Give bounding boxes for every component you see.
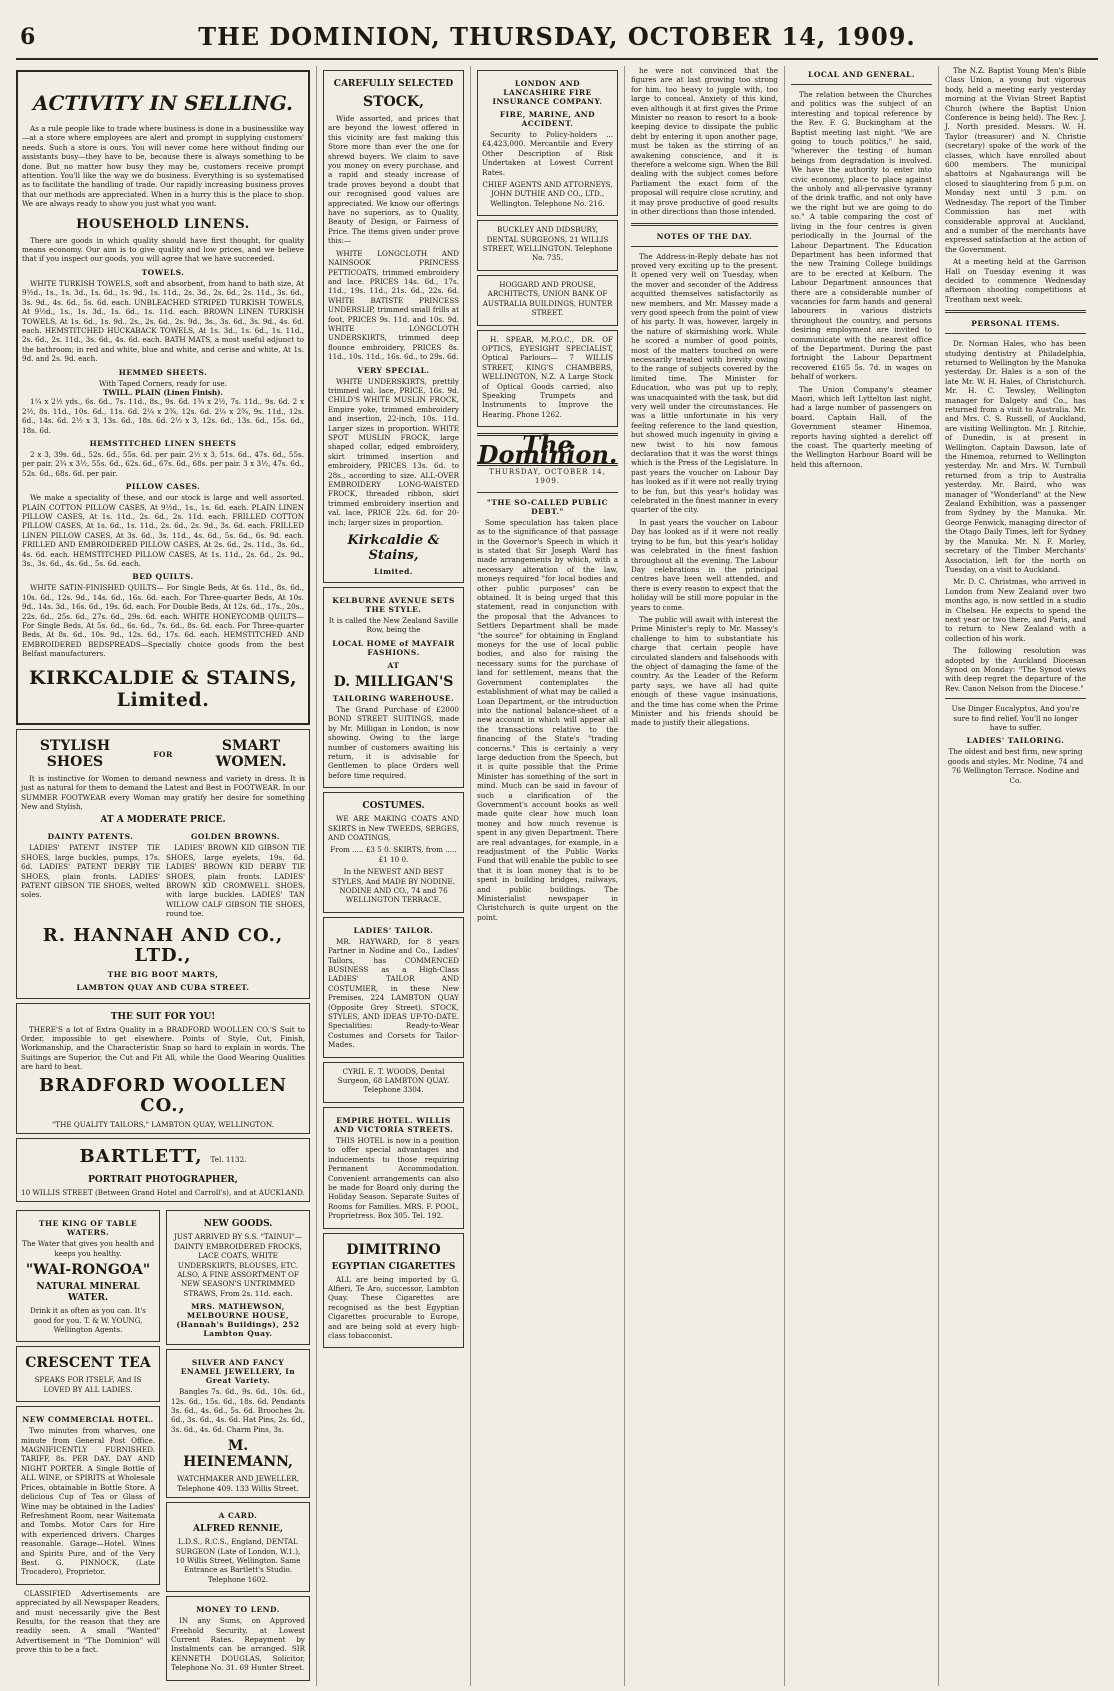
hannah-address: LAMBTON QUAY AND CUBA STREET. [76,982,250,992]
money-heading: MONEY TO LEND. [196,1605,280,1615]
egyptian-body: ALL are being imported by G. Alfieri, Te Aro, successor, Lambton Quay. These Cigarettes are recognised as the best Egyptian Cigarettes procurable to Europe, and are being sold at every high-class tobacconist. [328,1274,459,1340]
very-special-heading: VERY SPECIAL. [357,365,430,375]
notes-heading: NOTES OF THE DAY. [656,231,753,241]
table-waters-heading: THE KING OF TABLE WATERS. [38,1219,138,1238]
twill-plain-heading: TWILL. PLAIN (Linen Finish). [102,387,224,397]
leader-body: Some speculation has taken place as to the significance of that passage in the Governor's Speech in which it is stated that Sir Joseph Ward has made arrangements by which, with a necessary alteration of the law, moneys required "for local bodies and other public purposes" can be obtained. It is being urged that this statement, read in conjunction with the proposal that the Advances to Settlers Department shall be made "the source" for obtaining in England moneys for the use of local public bodies, and also for raising the necessary sums for the purchase of land for settlement, means that the Government contemplates the establishment of what may be called a Loan Department, or the introduction into the national balance-sheet of a new account in which will appear all the transactions relative to the financing of the State's "trading concerns." This is certainly a very large deduction from the Speech, but it is quite possible that the Prime Minister has something of the sort in mind. Much can be said in favour of such a clarification of the Government's account books as well made quite clear how much loan money and how much revenue is spent in any given Department. There are real advantages, for example, in a readjustment of the Public Works Fund that will enable the public to see that it is loan money that is to be spent in building bridges, railways, and public buildings. The Ministerialist newspaper in Christchurch is quite urgent on the point. [477,517,618,922]
money-body: IN any Sums, on Approved Freehold Security, at Lowest Current Rates. Repayment by Instalments can be arranged. SIR KENNETH DOUGLAS, Solicitor, Telephone No. 31. 69 Hunter Street. [171,1616,305,1673]
kelburne-body: It is called the New Zealand Saville Row, being the [328,616,459,635]
editorial-date: THURSDAY, OCTOBER 14, 1909. [489,467,606,486]
dainty-patents-list: LADIES' PATENT INSTEP TIE SHOES, large buckles, pumps, 17s. 6d. LADIES' PATENT DERBY TIE SHOES, plain fronts. LADIES' PATENT GIBSON TIE SHOES, welted soles. [21,843,160,900]
pillow-cases-list: We make a speciality of these, and our stock is large and well assorted. PLAIN COTTON PILLOW CASES, At 9½d., 1s., 1s. 6d. each. PLAIN LINEN PILLOW CASES, At 1s. 11d., 2s. 6d., 2s. 11d. each. FRILLED COTTON PILLOW CASES, At 1s. 6d., 1s. 11d., 2s. 6d., 2s. 9d., 3s. 6d. each. FRILLED LINEN PILLOW CASES, At 3s. 6d., 3s. 11d., 4s. 6d., 5s. 6d., 6s. 9d. each. FRILLED AND EMBROIDERED PILLOW CASES, At 2s. 6d., 2s. 11d., 3s. 6d., 4s. 6d. each. HEMSTITCHED PILLOW CASES, At 1s. 11d., 2s. 6d., 2s. 9d., 3s., 3s. 6d., 4s. 6d., 5s. 6d. each. [22,493,304,569]
page-number: 6 [20,24,36,50]
new-goods-heading: NEW GOODS. [203,1219,273,1230]
crescent-tea-sub: SPEAKS FOR ITSELF, And IS LOVED BY ALL LADIES. [34,1375,142,1394]
hemstitched-sheets-heading: HEMSTITCHED LINEN SHEETS [89,438,237,448]
insurance-sub: FIRE, MARINE, AND ACCIDENT. [499,110,596,128]
milligan-name: D. MILLIGAN'S [333,673,454,690]
leader-heading: "THE SO-CALLED PUBLIC DEBT." [486,497,609,516]
jewellery-body: Bangles 7s. 6d., 9s. 6d., 10s. 6d., 12s. 6d., 15s. 6d., 18s. 6d. Pendants 3s. 6d., 4s. 6d., 5s. 6d. Brooches 2s. 6d., 3s. 6d., 4s. 6d. Hat Pins, 2s. 6d., 3s. 6d., 4s. 6d. Charm Pins, 3s. [171,1387,305,1434]
tailoring-warehouse: TAILORING WAREHOUSE. [332,693,455,703]
natural-mineral-water: NATURAL MINERAL WATER. [36,1282,140,1304]
hoggard-body: HOGGARD AND PROUSE, ARCHITECTS, UNION BANK OF AUSTRALIA BUILDINGS, HUNTER STREET. [482,279,613,318]
very-special-items: WHITE UNDERSKIRTS, prettily trimmed val. lace, PRICE, 16s. 9d. CHILD'S WHITE MUSLIN FROCK, Empire yoke, trimmed embroidery and insertion, 22-inch, 10s. 11d. Larger sizes in proportion. WHITE SPOT MUSLIN FROCK, large shaped collar, edged embroidery, skirt trimmed insertion and embroidery, PRICES 13s. 6d. to 28s., according to size. ALL-OVER EMBROIDERY LONG-WAISTED FROCK, threaded ribbon, skirt trimmed embroidery insertion and val. lace, PRICE 22s. 6d. for 20-inch; larger sizes in proportion. [328,376,459,527]
column-6 [938,66,1092,1686]
hayward-advert [323,917,464,1058]
buckley-advert [477,220,618,271]
jewellery-heading: SILVER AND FANCY ENAMEL JEWELLERY, In Great Variety. [180,1358,296,1386]
public-await: The public will await with interest the Prime Minister's reply to Mr. Massey's challenge to him to substantiate his charge that certain people have circulated slanders and falsehoods with the object of damaging the fame of the country. As the Leader of the Reform party says, we have all had quite enough of these vague insinuations, and the time has come when the Prime Minister and his friends should be made to justify their allegations. [631,614,778,728]
stylish-body: It is instinctive for Women to demand newness and variety in dress. It is just as natural for them to demand the Latest and Best in FOOTWEAR. In our SUMMER FOOTWEAR every Woman may gratify her desire for something New and Stylish, [21,773,305,811]
column-3 [470,66,624,1686]
newspaper-title: THE DOMINION, THURSDAY, OCTOBER 14, 1909. [198,22,916,51]
hannah-advert [16,729,310,999]
money-advert [166,1596,310,1680]
ladies-tailoring-heading: LADIES' TAILORING. [966,736,1065,746]
carefully-selected-advert [323,70,464,583]
heinemann-name: M. HEINEMANN, [183,1438,293,1471]
bartlett-telephone: Tel. 1132. [210,1155,247,1164]
insurance-advert [477,70,618,216]
crescent-tea-advert [16,1346,160,1402]
stock-body: Wide assorted, and prices that are beyond the lowest offered in this vicinity are fast making this Store more than ever the one for shrewd buyers. We claim to save you money on every purchase, and a rapid and steady increase of trade proves beyond a doubt that our recognised good values are appreciated. We know our offerings have no superiors, as to Quality, Beauty of Design, or Fairness of Price. The items given under prove this:— [328,114,459,246]
mathewson: MRS. MATHEWSON, MELBOURNE HOUSE, (Hannah's Buildings), 252 Lambton Quay. [176,1302,300,1339]
labour-day: In past years the voucher on Labour Day has looked as if it were not really trying to be fun, but this year's holiday was celebrated in the finest fashion throughout all the evening. The Labour Day celebrations in the principal centres have been well attended, and there is every reason to expect that the holiday will be still more popular in the years to come. [631,517,778,612]
hemmed-sheets-sub: With Taped Corners, ready for use. [99,378,227,388]
columns [16,66,1098,1686]
card-heading: A CARD. [218,1511,258,1521]
new-goods-advert [166,1210,310,1345]
buckley-body: BUCKLEY AND DIDSBURY, DENTAL SURGEONS, 21 WILLIS STREET, WELLINGTON. Telephone No. 735. [482,225,613,263]
costumes-price: From ..... £3 5 0. SKIRTS, from ..... £1 10 0. [330,845,457,864]
carefully-selected-heading: CAREFULLY SELECTED [333,79,454,89]
bradford-name: BRADFORD WOOLLEN CO., [38,1074,288,1116]
kirkcaldie-firm-name: KIRKCALDIE & STAINS, Limited. [28,666,298,711]
costumes-inthe: In the NEWEST AND BEST STYLES, And MADE BY NODINE. NODINE AND CO., 74 and 76 WELLINGTON TERRACE. [331,867,456,905]
costumes-heading: COSTUMES. [362,801,425,812]
personal-items-heading: PERSONAL ITEMS. [971,319,1060,329]
kirkcaldie-limited: Limited. [374,567,413,577]
at-label: AT [387,660,400,670]
heinemann-advert [166,1349,310,1498]
spear-advert [477,330,618,428]
milligan-advert [323,587,464,788]
crescent-tea-title: CRESCENT TEA [25,1355,151,1372]
hayward-body: MR. HAYWARD, for 8 years Partner in Nodine and Co., Ladies' Tailors, has COMMENCED BUSINESS as a High-Class LADIES' TAILOR AND COSTUMIER, in these New Premises, 224 LAMBTON QUAY (Opposite Grey Street). STOCK, STYLES, AND IDEAS UP-TO-DATE. Specialities: Ready-to-Wear Costumes and Corsets for Tailor-Mades. [328,936,459,1050]
notes-body: The Address-in-Reply debate has not proved very exciting up to the present. It opened very well on Tuesday, when the mover and seconder of the Address acquitted themselves satisfactorily as new members, and Mr. Massey made a very good speech from the point of view of his party. It was, however, largely in the nature of skirmishing work. While he scored a number of good points, most of the matters touched on were necessarily treated with brevity owing to the range of subjects covered by the limited time. The Minister for Education, who was put up to reply, was unacquainted with the task, but did very well under the circumstances. He was a little unfortunate in his very feeling reference to the land question, but showed much ingenuity in giving a new twist to his now famous declaration that it was the worst things which is the Press of the Legislature. In past years the voucher on Labour Day has looked as if it were not really trying to be fun, but this year's holiday was celebrated in the finest manner in every quarter of the city. [631,251,778,515]
insurance-agents: CHIEF AGENTS AND ATTORNEYS, JOHN DUTHIE AND CO., LTD., Wellington. Telephone No. 216. [482,180,613,208]
synod-body: The following resolution was adopted by the Auckland Diocesan Synod on Monday: "The Synod views with deep regret the departure of the Rev. Canon Nelson from the Diocese." [945,646,1086,693]
hotel-heading: NEW COMMERCIAL HOTEL. [22,1415,154,1425]
bed-quilts-heading: BED QUILTS. [132,572,194,582]
masthead [16,18,1098,60]
personal-items-body: Dr. Norman Hales, who has been studying dentistry at Philadelphia, returned to Wellington by the Manuka yesterday. Dr. Hales is a son of the late Mr. W. H. Hales, of Christchurch. Mr. H. C. Tewsley, Wellington manager for Dalgety and Co., has returned from a visit to Australia. Mr. and Mrs. C. S. Russell, of Auckland, are visiting Wellington. Mr. J. Ritchie, of Dunedin, is at present in Wellington. Captain Dawson, late of the Hinemoa, returned to Wellington yesterday. Mr. and Mrs. W. Turnbull returned from a trip to Australia yesterday. Mr. Baird, who was manager of "Wonderland" at the New Zealand Exhibition, was a passenger from Sydney by the Manuka. Mr. George Fenwick, managing director of the Otago Daily Times, left for Sydney by the Manuka. Mr. N. F. Morley, secretary of the Timber Merchants' Association, left for the north on Tuesday, on a visit to Auckland. [945,339,1086,574]
ladies-tailor-heading: LADIES' TAILOR. [353,925,434,935]
new-goods-body: JUST ARRIVED BY S.S. "TAINUI"— DAINTY EMBROIDERED FROCKS, LACE COATS, WHITE UNDERSKIRTS, BLOUSES, ETC. ALSO, A FINE ASSORTMENT OF NEW SEASON'S UNTRIMMED STRAWS, From 2s. 11d. each. [173,1232,303,1298]
sheets-list: 1¼ x 2½ yds., 6s. 6d., 7s. 11d., 8s., 9s. 6d. 1¾ x 2½, 7s. 11d., 9s. 6d. 2 x 2½, 8s. 11d., 10s. 6d., 11s. 6d. 2¼ x 2¾, 12s. 6d. 2¼ x 2¾, 9s. 11d., 12s. 6d., 14s. 6d. 2½ x 3, 13s. 6d., 18s. 6d. 2½ x 3, 12s. 6d., 13s. 6d., 15s. 6d., 18s. 6d. [22,397,304,435]
stylish-for: FOR [153,750,173,760]
wai-footer: Drink it as often as you can. It's good for you. T. & W. YOUNG, Wellington Agents. [29,1306,146,1335]
household-linens-heading: HOUSEHOLD LINENS. [76,216,250,232]
card-body: L.D.S., R.C.S., England, DENTAL SURGEON (Late of London, W.1.), 10 Willis Street, Wellington. Same Entrance as Bartlett's Studio. Telephone 1602. [175,1537,301,1584]
suit-body: THERE'S a lot of Extra Quality in a BRADFORD WOOLLEN CO.'S Suit to Order, impossible to get elsewhere. Points of Style, Cut, Finish, Workmanship, and the Characteristic Snap so hard to explain in words. The Suitings are Superior, the Cut and Fit All, while the Good Wearing Qualities are hard to beat. [21,1024,305,1072]
wai-intro: The Water that gives you health and keeps you healthy. [21,1239,155,1258]
hemmed-sheets-heading: HEMMED SHEETS. [118,367,208,377]
baptist-body: The N.Z. Baptist Young Men's Bible Class Union, a young but vigorous body, held a meeting early yesterday morning at the Vivian Street Baptist Church (where the Baptist Union Conference is being held). The Rev. J. J. North presided. Messrs. W. H. Taylor (treasurer) and N. Christie (secretary) spoke of the work of the classes, which have enrolled about 600 members. The municipal abattoirs at Ngahauranga will be closed to slaughtering from 5 p.m. on Monday next until 3 p.m. on Wednesday. The report of the Timber Commission has met with considerable approval at Auckland, and a number of the merchants have expressed satisfaction at the action of the Government. [945,66,1086,254]
bed-quilts-list: WHITE SATIN-FINISHED QUILTS— For Single Beds, At 6s. 11d., 8s. 6d., 10s. 6d., 12s. 9d., 14s. 6d., 16s. 6d. each. For Three-quarter Beds, At 10s. 9d., 14s. 3d., 16s. 6d., 19s. 6d. each. For Double Beds, At 12s. 6d., 17s., 20s., 22s. 6d., 25s. 6d., 27s. 6d., 29s. 6d. each. WHITE HONEYCOMB QUILTS— For Single Beds, At 5s. 6d., 6s. 6d., 7s. 6d., 8s. 6d. each. For Three-quarter Beds, At 8s. 6d., 10s. 9d., 12s. 6d., 17s. 6d. each. HEMSTITCHED AND EMBROIDERED BEDSPREADS—Specially choice goods from the best Belfast manufacturers. [22,583,304,659]
wai-rongoa-title: "WAI-RONGOA" [25,1262,151,1279]
bartlett-advert [16,1138,310,1202]
heinemann-sub: WATCHMAKER AND JEWELLER, Telephone 409. 133 Willis Street. [176,1474,300,1493]
woods-advert [323,1062,464,1103]
pillow-cases-heading: PILLOW CASES. [125,482,201,492]
local-general-heading: LOCAL AND GENERAL. [808,70,915,79]
milligan-body: The Grand Purchase of £2000 BOND STREET SUITINGS, made by Mr. Milligan in London, is now showing. Owing to the large number of customers awaiting his return, it is advisable for Gentlemen to place Orders well before time required. [328,704,459,780]
activity-headline: ACTIVITY IN SELLING. [32,91,294,115]
classified-notice: CLASSIFIED Advertisements are appreciated by all Newspaper Readers, and must necessarily give the Best Results, for the reason that they are readily seen. A small "Wanted" Advertisement in "The Dominion" will prove this to be a fact. [16,1588,160,1655]
dimitrino-advert [323,1233,464,1349]
towels-list: WHITE TURKISH TOWELS, soft and absorbent, from hand to bath size, At 9½d., 1s., 1s. 3d., 1s. 6d., 1s. 9d., 1s. 11d., 2s. 3d., 2s. 6d., 2s. 11d., 3s. 6d., 3s. 9d., 4s. 6d., 5s. 6d. each. UNBLEACHED STRIPED TURKISH TOWELS, At 9½d., 1s., 1s. 3d., 1s. 6d., 1s. 11d. each. BROWN LINEN TURKISH TOWELS, At 1s. 6d., 1s. 9d., 2s., 2s. 6d., 2s. 9d., 3s., 3s. 6d., 3s. 9d., 4s. 6d. each. HEMSTITCHED HUCKABACK TOWELS, At 1s. 3d., 1s. 6d., 1s. 11d., 2s. 6d., 2s. 11d., 3s. 6d., 4s. 6d. each. BATH MATS, a most useful adjunct to the bathroom; in red and white, blue and white, and cerise and white, At 1s. 9d. and 2s. 9d. each. [22,278,304,364]
leader-continued: he were not convinced that the figures are at last growing too strong for him, too heavy to juggle with, too large to conceal. Anxiety of this kind, even although it at first gives the Prime Minister no reason to resort to a book-keeping device to dissipate the public debt by entering it upon another page, must be taken as the stirring of an awakening conscience, and it is therefore a welcome sign. When the Bill dealing with the subject comes before Parliament the exact form of the proposal will require close scrutiny, and it may prove productive of good results in other directions than those intended. [631,66,778,217]
christmas-body: Mr. D. C. Christmas, who arrived in London from New Zealand over two months ago, is now settled in a studio in Chelsea. He expects to spend the next year or two there, and Paris, and to return to New Zealand with a collection of his work. [945,577,1086,643]
kelburne-heading: KELBURNE AVENUE SETS THE STYLE. [332,596,455,615]
ladies-tailoring-body: The oldest and best firm, new spring goods and styles. Mr. Nodine, 74 and 76 Wellington Terrace. Nodine and Co. [947,747,1084,785]
kirkcaldie-stains-name: Kirkcaldie & Stains, [347,533,440,564]
moderate-price: AT A MODERATE PRICE. [100,815,226,826]
activity-intro: As a rule people like to trade where business is done in a businesslike way—at a store where employees are alert and prompt in supplying customers' needs. Such a store is ours. You will never come here without finding our assistants busy—they have to be, because there is always something to be done. But no matter how busy they may be, customers receive prompt attention. You'll like the way we do business. Everything is so systematised as to facilitate the handling of trade. Our rapidly increasing business proves that our methods are appreciated. When in a hurry this is the place to shop. We are always ready to show you just what you want. [22,124,304,209]
stock-heading: STOCK, [363,94,424,110]
dominion-nameplate: The Dominion. [477,430,618,469]
smart-women-title: SMART WOMEN. [215,737,287,770]
hoggard-advert [477,275,618,326]
egyptian-cigarettes: EGYPTIAN CIGARETTES [331,1261,456,1272]
spear-body: H. SPEAR, M.P.O.C., DR. OF OPTICS, EYESIGHT SPECIALIST, Optical Parlours— 7 WILLIS STREET, KING'S CHAMBERS, WELLINGTON, N.Z. A Large Stock of Optical Goods carried, also Speaking Trumpets and Instruments to Improve the Hearing. Phone 1262. [482,334,613,419]
bartlett-address: 10 WILLIS STREET (Between Grand Hotel and Carroll's), and at AUCKLAND. [21,1188,305,1197]
bradford-sub: "THE QUALITY TAILORS," LAMBTON QUAY, WELLINGTON. [51,1119,275,1129]
garrison-body: At a meeting held at the Garrison Hall on Tuesday evening it was decided to commence Wednesday afternoon shooting competitions at Trentham next week. [945,257,1086,304]
insurance-body: Security to Policy-holders ... £4,423,000. Mercantile and Every Other Description of Risk Undertaken at Lowest Current Rates. [482,130,613,177]
bartlett-sub: PORTRAIT PHOTOGRAPHER, [88,1175,238,1185]
costumes-body: WE ARE MAKING COATS AND SKIRTS in New TWEEDS, SERGES, AND COATINGS, [328,814,459,842]
local-general-body: The relation between the Churches and politics was the subject of an interesting and topical reference by the Rev. F. G. Buckingham at the Baptist meeting last night. "We are going to touch politics," he said, "wherever the testing of human beings from degradation is involved. We have the authority to enter into civic economy, place to place against the unholy and all-pervasive tyranny of the drink traffic, and not only have we the right but we are going to do so." A table comparing the cost of living in the four centres is given periodically in the Journal of the Labour Department. The Education Department has been informed that the new Training College buildings are to be erected at Kelburn. The Labour Department announces that there are a considerable number of vacancies for farm hands and general labourers in various districts throughout the country, and persons desiring employment are invited to communicate with the nearest office of the Department. During the past fortnight the Labour Department recovered £165 5s. 7d. in wages on behalf of workers. [791,90,932,382]
woods-body: CYRIL E. T. WOODS, Dental Surgeon, 68 LAMBTON QUAY. Telephone 3304. [337,1066,450,1095]
stock-items: WHITE LONGCLOTH AND NAINSOOK PRINCESS PETTICOATS, trimmed embroidery and lace. PRICES 14s. 6d., 17s. 11d., 19s. 11d., 21s. 6d., 22s. 6d. WHITE BATISTE PRINCESS UNDERSLIP, trimmed small frills at foot, PRICES 9s. 11d. and 10s. 9d. WHITE LONGCLOTH UNDERSKIRTS, trimmed deep flounce embroidery, PRICES 8s. 11d., 10s. 11d., 16s. 6d., to 29s. 6d. [328,248,459,362]
wai-rongoa-advert [16,1210,160,1342]
golden-browns-list: LADIES' BROWN KID GIBSON TIE SHOES, large eyelets, 19s. 6d. LADIES' BROWN KID DERBY TIE SHOES, plain fronts. LADIES' BROWN KID CROMWELL SHOES, with large buckles. LADIES' TAN WILLOW CALF GIBSON TIE SHOES, round toe. [166,843,305,919]
bradford-advert [16,1003,310,1134]
hotel-body: Two minutes from wharves, one minute from General Post Office. MAGNIFICENTLY FURNISHED. TARIFF, 8s. PER DAY. DAY AND NIGHT PORTER. A Single Bottle of ALL WINE, or SPIRITS at Wholesale Prices, obtainable in Bottle Store. A delicious Cup of Tea or Glass of Wine may be obtained in the Ladies' Refreshment Room, near Waitemata and Tombs. Motor Cars for Hire with experienced drivers. Charges reasonable. Garage—Hotel. Wines and Spirits Pure, and of the Very Best. G. PINNOCK, (Late Trocadero), Proprietor. [21,1426,155,1577]
local-general-more: The Union Company's steamer Maori, which left Lyttelton last night, had a large number of passengers on board. Captain Hall, of the Government steamer Hinemoa, reports having sighted a derelict off the coast. The quarterly meeting of the Wellington Harbour Board will be held this afternoon. [791,384,932,469]
column-4 [624,66,784,1686]
dimitrino-title: DIMITRINO [346,1241,441,1258]
hemstitched-sheets-list: 2 x 3, 39s. 6d., 52s. 6d., 55s. 6d. per pair. 2½ x 3, 51s. 6d., 47s. 6d., 55s. per pair. 2¼ x 3½, 55s. 6d., 62s. 6d., 67s. 6d., 68s. per pair. 3 x 3½, 47s. 6d., 52s. 6d., 68s. 6d. per pair. [22,449,304,478]
hannah-sub: THE BIG BOOT MARTS, [107,969,219,979]
bartlett-name: BARTLETT, [79,1146,203,1167]
empire-hotel-advert [323,1107,464,1229]
eucalyptus-ad: Use Dinger Eucalyptus, And you're sure to find relief. You'll no longer have to suffer. [951,704,1080,732]
stylish-shoes-title: STYLISH SHOES [39,737,111,770]
household-linens-intro: There are goods in which quality should have first thought, for quality means economy. Our aim is to give quality and low prices, and we believe that if you inspect our goods, you will agree that we have succeeded. [22,235,304,264]
dainty-patents-heading: DAINTY PATENTS. [47,832,134,842]
card-advert [166,1502,310,1592]
local-home-heading: LOCAL HOME of MAYFAIR FASHIONS. [332,638,455,657]
golden-browns-heading: GOLDEN BROWNS. [190,832,281,842]
towels-heading: TOWELS. [141,267,185,277]
empire-heading: EMPIRE HOTEL. WILLIS AND VICTORIA STREETS. [333,1115,454,1134]
insurance-heading: LONDON AND LANCASHIRE FIRE INSURANCE COMPANY. [492,79,603,106]
suit-heading: THE SUIT FOR YOU! [110,1011,216,1022]
empire-body: THIS HOTEL is now in a position to offer special advantages and inducements to those requiring Permanent Accommodation. Convenient arrangements can also be made for Board only during the Holiday Season. Separate Suites of Rooms for Families. MRS. F. POOL, Proprietress. Box 305. Tel. 192. [328,1135,459,1221]
column-1 [16,66,316,1686]
card-name: ALFRED RENNIE, [193,1524,283,1535]
kirkcaldie-advert [16,70,310,725]
costumes-advert [323,792,464,913]
column-2 [316,66,470,1686]
column-5 [784,66,938,1686]
hannah-name: R. HANNAH AND CO., LTD., [42,924,284,966]
new-commercial-hotel-advert [16,1406,160,1585]
